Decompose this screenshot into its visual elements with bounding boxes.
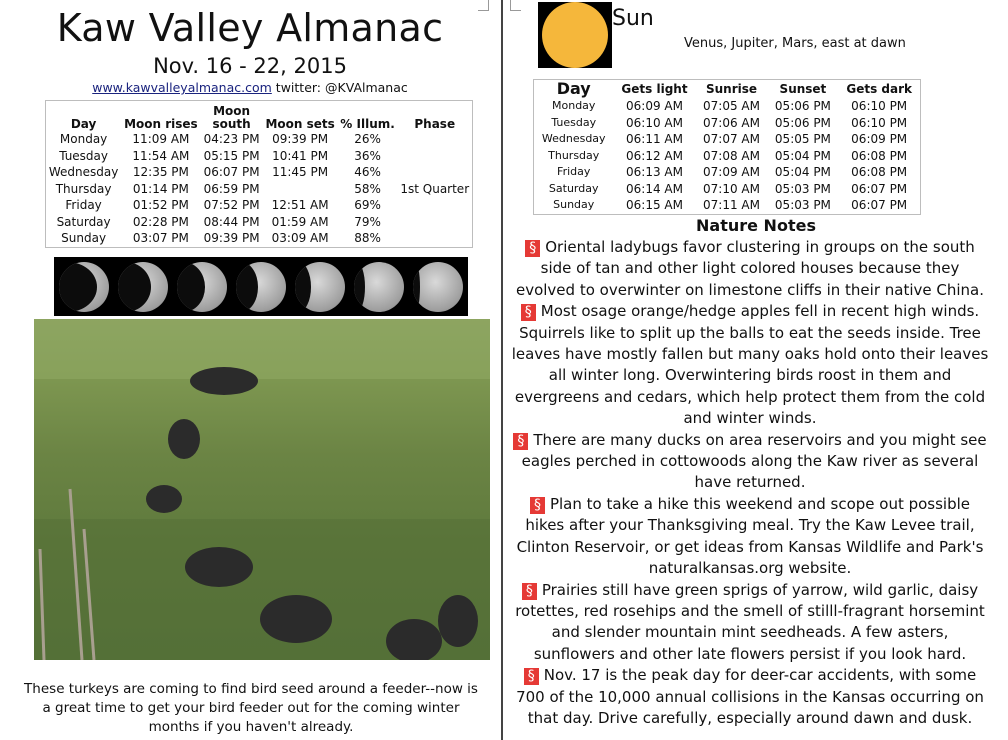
table-cell: 06:12 AM	[626, 148, 683, 163]
table-row	[534, 181, 921, 198]
website-link[interactable]: www.kawvalleyalmanac.com	[92, 80, 272, 95]
sun-table-header	[534, 80, 921, 99]
table-row	[46, 131, 473, 148]
col-header: Moon sets	[265, 117, 335, 131]
table-cell: 06:11 AM	[626, 132, 683, 146]
table-cell: 06:09 AM	[626, 99, 683, 113]
table-cell: 88%	[354, 231, 381, 245]
nature-note	[510, 430, 990, 494]
planets-line: Venus, Jupiter, Mars, east at dawn	[684, 36, 906, 51]
table-cell: Sunday	[553, 198, 595, 211]
nature-note	[510, 301, 990, 429]
nature-notes-list	[510, 237, 990, 729]
moon-phase-icon	[177, 262, 227, 312]
section-bullet-icon: §	[530, 497, 545, 514]
table-cell: 07:06 AM	[703, 115, 760, 130]
table-cell: 01:52 PM	[132, 198, 189, 212]
table-cell: 06:10 AM	[626, 115, 683, 130]
nature-note-text: Prairies still have green sprigs of yarrow, wild garlic, daisy rotettes, red rosehips and the smell of stilll-fragrant horsemint and slender mountain mint seedheads. A few asters, sunflowers and other late flowers persist if you look hard.	[515, 580, 985, 663]
table-cell: Friday	[65, 198, 102, 212]
nature-note-text: Most osage orange/hedge apples fell in recent high winds. Squirrels like to split up the balls to eat the seeds inside. Tree leaves have mostly fallen but many oaks hold onto their leaves all winter long. Overwintering birds roost in them and evergreens and cedars, which help protect them from the cold and winter winds.	[511, 302, 989, 428]
table-cell: 05:15 PM	[203, 148, 260, 163]
photo-caption: These turkeys are coming to find bird seed around a feeder--now is a great time to get your bird feeder out for the coming winter months if you haven't already.	[24, 681, 478, 735]
nature-note-text: Oriental ladybugs favor clustering in groups on the south side of tan and other light colored houses because they evolved to overwinter on limestone cliffs in their native China.	[515, 238, 984, 299]
table-cell: 06:08 PM	[851, 165, 908, 179]
section-bullet-icon: §	[521, 304, 536, 321]
table-cell: 06:08 PM	[851, 148, 908, 163]
table-cell: 01:59 AM	[271, 214, 329, 229]
table-cell: 11:45 PM	[272, 165, 329, 179]
col-header: Sunset	[779, 82, 827, 96]
table-cell: 26%	[354, 132, 381, 146]
moon-phase-strip	[54, 257, 468, 316]
table-cell: 79%	[354, 214, 381, 229]
table-cell: Friday	[557, 165, 591, 178]
table-cell: 06:15 AM	[626, 198, 683, 212]
nature-note-text: Plan to take a hike this weekend and scope out possible hikes after your Thanksgiving meal. Try the Kaw Levee trail, Clinton Reservoir, or get ideas from Kansas Wildlife and Park's naturalkansas.org website.	[516, 494, 984, 578]
table-cell: Tuesday	[59, 148, 109, 163]
moon-phase-icon	[295, 262, 345, 312]
table-cell: 12:51 AM	[271, 198, 329, 212]
table-cell: 10:41 PM	[272, 148, 329, 163]
table-cell	[397, 230, 472, 247]
table-cell: 08:44 PM	[203, 214, 260, 229]
table-cell: Sunday	[61, 231, 107, 245]
nature-note-text: Nov. 17 is the peak day for deer-car accidents, with some 700 of the 10,000 annual collisions in the Kansas occurring on that day. Drive carefully, especially around dawn and dusk.	[516, 666, 984, 727]
table-cell: 07:08 AM	[703, 148, 760, 163]
section-bullet-icon: §	[522, 583, 537, 600]
turkey-photo	[34, 319, 490, 660]
sun-image	[538, 2, 612, 68]
table-row	[46, 230, 473, 247]
table-cell: Monday	[552, 99, 596, 112]
table-row	[534, 197, 921, 214]
moon-table	[45, 100, 473, 248]
table-row	[534, 98, 921, 115]
moon-table-header	[46, 101, 473, 132]
col-header: Moon south	[212, 104, 251, 131]
table-row	[46, 214, 473, 231]
table-cell: 07:05 AM	[703, 99, 760, 113]
col-header: Phase	[414, 117, 456, 131]
moon-phase-icon	[354, 262, 404, 312]
col-header: Sunrise	[705, 82, 758, 96]
nature-note	[510, 665, 990, 729]
table-row	[534, 148, 921, 165]
nature-note	[510, 237, 990, 301]
table-cell	[397, 131, 472, 148]
links-line	[0, 80, 500, 95]
table-cell: 07:11 AM	[703, 198, 760, 212]
moon-phase-icon	[118, 262, 168, 312]
table-cell: Thursday	[548, 148, 600, 162]
table-cell: Wednesday	[48, 165, 119, 179]
table-row	[534, 164, 921, 181]
table-cell: 06:07 PM	[203, 165, 260, 179]
table-cell: 06:07 PM	[851, 181, 908, 196]
table-cell: 05:04 PM	[774, 165, 831, 179]
table-cell: 01:14 PM	[132, 181, 189, 196]
table-cell: 09:39 PM	[203, 231, 260, 245]
table-cell: 06:07 PM	[851, 198, 908, 212]
table-cell: Monday	[59, 132, 108, 146]
table-cell: Saturday	[548, 181, 599, 195]
table-cell: 69%	[354, 198, 381, 212]
table-cell: 05:03 PM	[774, 198, 831, 212]
table-cell	[397, 197, 472, 214]
nature-note	[510, 580, 990, 666]
table-cell: 05:06 PM	[774, 115, 831, 130]
nature-note-text: There are many ducks on area reservoirs and you might see eagles perched in cottowoods along the Kaw river as several have returned.	[521, 430, 987, 492]
col-header: Gets light	[621, 82, 688, 96]
section-bullet-icon: §	[524, 668, 539, 685]
sun-table	[533, 79, 921, 215]
moon-phase-icon	[413, 262, 463, 312]
nature-notes-title: Nature Notes	[696, 216, 816, 235]
right-page	[504, 0, 1008, 740]
col-header: Moon rises	[124, 117, 198, 131]
table-cell	[397, 214, 472, 231]
section-bullet-icon: §	[525, 240, 540, 257]
table-cell: 11:09 AM	[132, 132, 190, 146]
table-row	[46, 148, 473, 165]
table-row	[534, 115, 921, 132]
table-row	[46, 197, 473, 214]
table-row	[46, 164, 473, 181]
page-divider	[501, 0, 503, 740]
table-cell: 05:06 PM	[774, 99, 831, 113]
table-cell: Wednesday	[541, 132, 606, 145]
table-cell: 05:05 PM	[774, 132, 831, 146]
table-cell: 04:23 PM	[203, 132, 260, 146]
table-cell: Saturday	[56, 214, 111, 229]
table-cell: 05:04 PM	[774, 148, 831, 163]
table-cell: Thursday	[55, 181, 112, 196]
twitter-handle: twitter: @KVAlmanac	[275, 80, 408, 95]
table-cell: 46%	[354, 165, 381, 179]
table-cell: 1st Quarter	[400, 181, 470, 196]
table-cell: 03:09 AM	[271, 231, 329, 245]
table-cell: 09:39 PM	[272, 132, 329, 146]
table-cell: 05:03 PM	[774, 181, 831, 196]
table-cell: 06:09 PM	[851, 132, 908, 146]
moon-phase-icon	[236, 262, 286, 312]
table-cell: 06:10 PM	[851, 99, 908, 113]
table-cell	[397, 164, 472, 181]
table-cell: 36%	[354, 148, 381, 163]
table-cell: 03:07 PM	[132, 231, 189, 245]
table-cell	[263, 181, 338, 198]
table-cell: 07:09 AM	[703, 165, 760, 179]
table-cell: 07:07 AM	[703, 132, 760, 146]
table-cell: Tuesday	[551, 115, 597, 129]
page-title: Kaw Valley Almanac	[56, 6, 444, 50]
turkey-photo-illustration	[34, 319, 490, 660]
table-cell: 58%	[354, 181, 381, 196]
table-cell: 11:54 AM	[132, 148, 190, 163]
sun-heading: Sun	[612, 6, 654, 31]
date-range: Nov. 16 - 22, 2015	[153, 54, 347, 78]
section-bullet-icon: §	[513, 433, 528, 450]
table-cell: 06:10 PM	[851, 115, 908, 130]
table-cell: 06:59 PM	[203, 181, 260, 196]
left-page	[0, 0, 500, 740]
table-cell: 07:10 AM	[703, 181, 760, 196]
table-cell: 02:28 PM	[132, 214, 189, 229]
sun-icon	[542, 2, 608, 68]
table-cell: 07:52 PM	[203, 198, 260, 212]
table-cell: 06:14 AM	[626, 181, 683, 196]
table-cell: 12:35 PM	[132, 165, 189, 179]
col-header: Day	[70, 117, 97, 131]
moon-phase-icon	[59, 262, 109, 312]
table-cell	[397, 148, 472, 165]
table-cell: 06:13 AM	[626, 165, 683, 179]
nature-note	[510, 494, 990, 580]
col-header: % Illum.	[340, 117, 395, 131]
col-header: Gets dark	[846, 82, 912, 96]
col-header: Day	[556, 79, 591, 98]
table-row	[534, 131, 921, 148]
table-row	[46, 181, 473, 198]
